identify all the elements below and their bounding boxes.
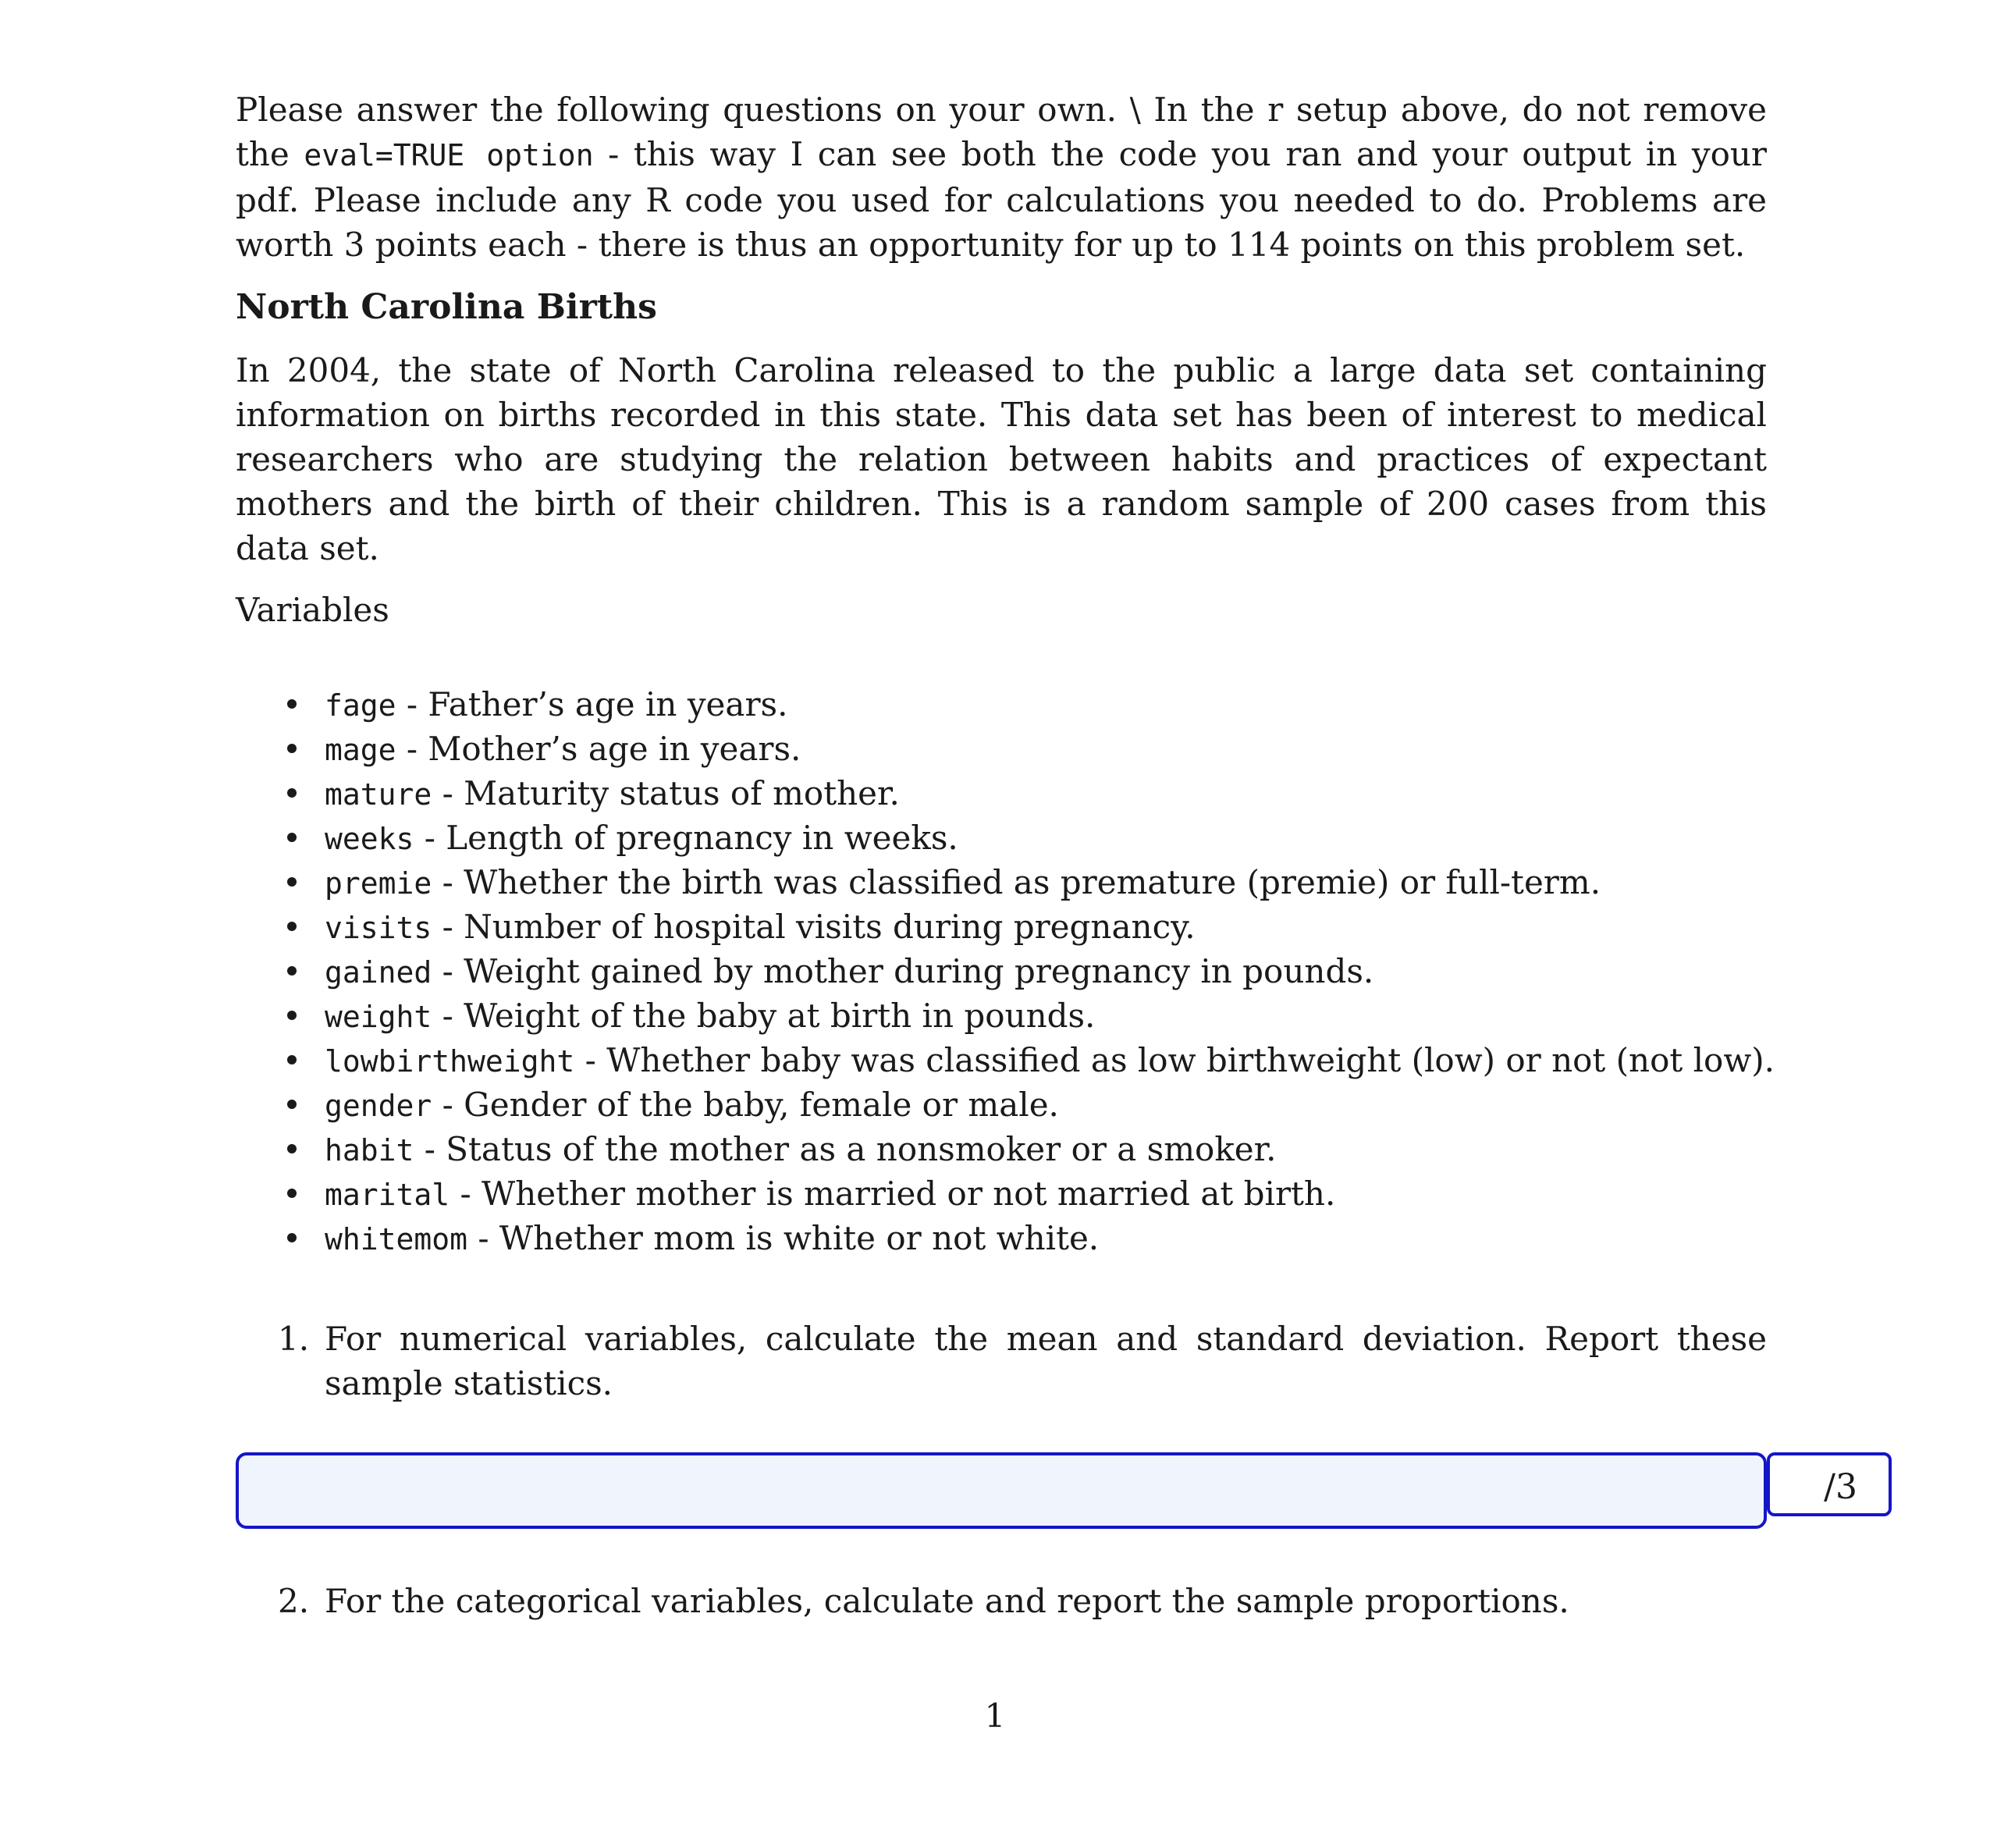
variable-name: premie: [325, 866, 432, 901]
variable-description: - Weight of the baby at birth in pounds.: [432, 997, 1096, 1035]
variable-description: - Length of pregnancy in weeks.: [414, 819, 958, 857]
bullet-icon: [287, 744, 297, 753]
variable-name: gender: [325, 1089, 432, 1123]
bullet-icon: [287, 833, 297, 842]
variable-description: - Father’s age in years.: [396, 685, 788, 723]
variable-item: [236, 727, 1767, 771]
section-description: In 2004, the state of North Carolina released to the public a large data set containing information on births recorded in this state. This data set has been of interest to medical researchers who are studying the relation between habits and practices of expectant mothers and the birth of their children. This is a random sample of 200 cases from this data set.: [236, 351, 1767, 567]
page-number: 1: [984, 1697, 1006, 1735]
instructions-text-1: Please answer the following questions on your own. \ In the r setup above, do not remove the: [236, 91, 1767, 173]
question-1: [236, 1317, 1767, 1406]
instructions-code: eval=TRUE option: [304, 138, 594, 172]
variable-description: - Whether baby was classified as low birthweight (low) or not (not low).: [574, 1041, 1775, 1079]
question-number: 2.: [278, 1582, 310, 1620]
variable-description: - Number of hospital visits during pregnancy.: [432, 908, 1196, 946]
variable-item: [236, 1082, 1767, 1127]
bullet-icon: [287, 1189, 297, 1198]
variable-name: whitemom: [325, 1222, 468, 1256]
variable-description: - Mother’s age in years.: [396, 730, 801, 768]
variable-name: marital: [325, 1178, 450, 1212]
variable-name: habit: [325, 1133, 414, 1167]
variables-list: [236, 682, 1775, 1260]
variable-item: [236, 1171, 1767, 1216]
answer-row: [236, 1452, 1857, 1527]
variable-item: [236, 682, 1767, 727]
variable-name: mage: [325, 733, 396, 767]
variable-item: [236, 1038, 1775, 1082]
question-text: For numerical variables, calculate the mean and standard deviation. Report these sample statistics.: [325, 1320, 1767, 1402]
bullet-icon: [287, 922, 297, 931]
variable-item: [236, 860, 1767, 904]
variable-description: - Whether mother is married or not married at birth.: [450, 1175, 1336, 1213]
variable-item: [236, 1127, 1767, 1171]
instructions-text-2: - this way I can see both the code you ran and your output in your pdf. Please include any R code you used for calculations you needed to do. Problems are worth 3 points each - there is thus an opportunity for up to 114 points on this problem set.: [236, 135, 1767, 264]
variable-description: - Whether the birth was classified as premature (premie) or full-term.: [432, 863, 1601, 901]
score-box: /3: [1767, 1452, 1892, 1516]
bullet-icon: [287, 1055, 297, 1064]
bullet-icon: [287, 1233, 297, 1242]
document-page: [236, 87, 1857, 1623]
variable-name: weeks: [325, 822, 414, 856]
variable-name: gained: [325, 955, 432, 990]
bullet-icon: [287, 1144, 297, 1153]
section-heading: North Carolina Births: [236, 287, 657, 327]
bullet-icon: [287, 877, 297, 887]
question-number: 1.: [278, 1320, 310, 1358]
bullet-icon: [287, 966, 297, 976]
variable-name: lowbirthweight: [325, 1044, 575, 1079]
variable-item: [236, 993, 1767, 1038]
bullet-icon: [287, 699, 297, 709]
bullet-icon: [287, 1011, 297, 1020]
answer-field[interactable]: [236, 1452, 1767, 1529]
variable-item: [236, 771, 1767, 816]
variable-description: - Maturity status of mother.: [432, 774, 900, 812]
instructions-paragraph: [236, 87, 1767, 267]
variable-name: visits: [325, 911, 432, 945]
variable-item: [236, 904, 1767, 949]
variables-label: Variables: [236, 591, 389, 629]
bullet-icon: [287, 788, 297, 798]
variable-name: mature: [325, 777, 432, 812]
variable-name: fage: [325, 688, 396, 723]
bullet-icon: [287, 1100, 297, 1109]
question-text: For the categorical variables, calculate and report the sample proportions.: [325, 1582, 1569, 1620]
variable-description: - Weight gained by mother during pregnancy in pounds.: [432, 952, 1374, 990]
variable-item: [236, 1216, 1767, 1260]
variable-description: - Status of the mother as a nonsmoker or a smoker.: [414, 1130, 1277, 1168]
question-2: [236, 1579, 1767, 1623]
variable-name: weight: [325, 1000, 432, 1034]
variable-item: [236, 816, 1767, 860]
variable-description: - Whether mom is white or not white.: [467, 1219, 1100, 1257]
variable-description: - Gender of the baby, female or male.: [432, 1086, 1059, 1124]
variable-item: [236, 949, 1767, 993]
